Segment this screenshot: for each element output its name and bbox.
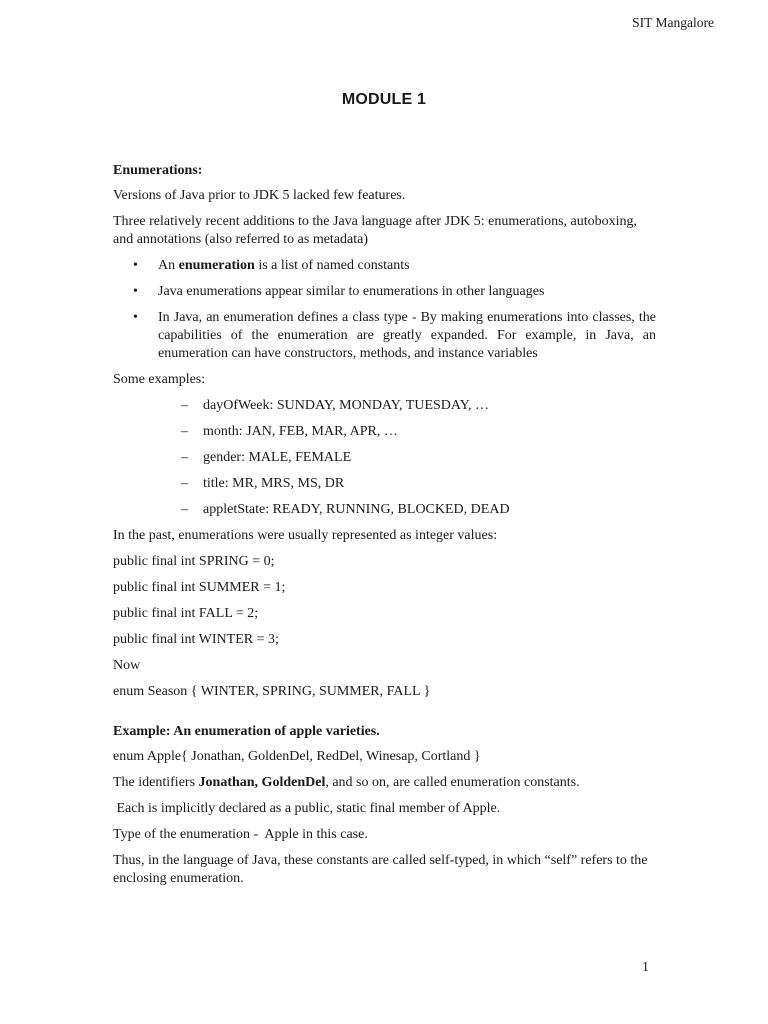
bullet-item — [113, 309, 656, 363]
bullet-list — [113, 257, 656, 363]
bullet-text: Java enumerations appear similar to enumerations in other languages — [158, 284, 545, 299]
bullet-text-bold: enumeration — [178, 258, 255, 273]
example-item — [113, 475, 656, 493]
past-intro: In the past, enumerations were usually represented as integer values: — [113, 528, 498, 543]
header-institution: SIT Mangalore — [632, 15, 714, 30]
now-label: Now — [113, 658, 141, 673]
code-line: public final int FALL = 2; — [113, 606, 259, 621]
paragraph-implicit: Each is implicitly declared as a public, static final member of Apple. — [113, 801, 501, 816]
dash-symbol: – — [181, 424, 188, 439]
example-text: gender: MALE, FEMALE — [203, 450, 352, 465]
examples-intro: Some examples: — [113, 372, 206, 387]
bullet-item — [113, 257, 656, 275]
bullet-text-pre: An — [158, 258, 179, 273]
example-item — [113, 449, 656, 467]
enum-apple-code: enum Apple{ Jonathan, GoldenDel, RedDel, Winesap, Cortland } — [113, 749, 481, 764]
examples-list — [113, 397, 656, 519]
bullet-symbol: • — [133, 284, 138, 299]
paragraph-type: Type of the enumeration - Apple in this case. — [113, 827, 368, 842]
identifiers-post: , and so on, are called enumeration constants. — [325, 775, 580, 790]
dash-symbol: – — [181, 502, 188, 517]
paragraph-recent-additions: Three relatively recent additions to the Java language after JDK 5: enumerations, autoboxing, and annotations (also referred to as metadata) — [113, 214, 638, 247]
paragraph-identifiers — [113, 774, 656, 792]
section-heading-apple-example: Example: An enumeration of apple varieties. — [113, 724, 380, 739]
enum-season-code: enum Season { WINTER, SPRING, SUMMER, FALL } — [113, 684, 431, 699]
code-line: public final int SUMMER = 1; — [113, 580, 286, 595]
bullet-symbol: • — [133, 258, 138, 273]
example-item — [113, 423, 656, 441]
page-title: MODULE 1 — [341, 91, 427, 108]
dash-symbol: – — [181, 450, 188, 465]
identifiers-pre: The identifiers — [113, 775, 199, 790]
bullet-text: In Java, an enumeration defines a class type - By making enumerations into classes, the capabilities of the enumeration are greatly expanded. For example, in Java, an enumeration can have constructors, methods, and instance variables — [158, 310, 656, 361]
paragraph-jdk-versions: Versions of Java prior to JDK 5 lacked few features. — [113, 188, 406, 203]
example-text: appletState: READY, RUNNING, BLOCKED, DEAD — [203, 502, 510, 517]
bullet-text-post: is a list of named constants — [254, 258, 410, 273]
identifiers-bold: Jonathan, GoldenDel — [198, 775, 326, 790]
bullet-item — [113, 283, 656, 301]
example-item — [113, 501, 656, 519]
example-text: title: MR, MRS, MS, DR — [203, 476, 345, 491]
example-text: dayOfWeek: SUNDAY, MONDAY, TUESDAY, … — [203, 398, 490, 413]
page-number: 1 — [642, 960, 649, 975]
document-body — [113, 162, 656, 896]
section-gap — [113, 709, 656, 723]
code-line: public final int SPRING = 0; — [113, 554, 275, 569]
dash-symbol: – — [181, 476, 188, 491]
example-item — [113, 397, 656, 415]
example-text: month: JAN, FEB, MAR, APR, … — [203, 424, 398, 439]
bullet-symbol: • — [133, 310, 138, 325]
section-heading-enumerations: Enumerations: — [113, 163, 203, 178]
code-line: public final int WINTER = 3; — [113, 632, 279, 647]
paragraph-self-typed: Thus, in the language of Java, these constants are called self-typed, in which “self” refers to the enclosing enumeration. — [113, 853, 648, 886]
dash-symbol: – — [181, 398, 188, 413]
